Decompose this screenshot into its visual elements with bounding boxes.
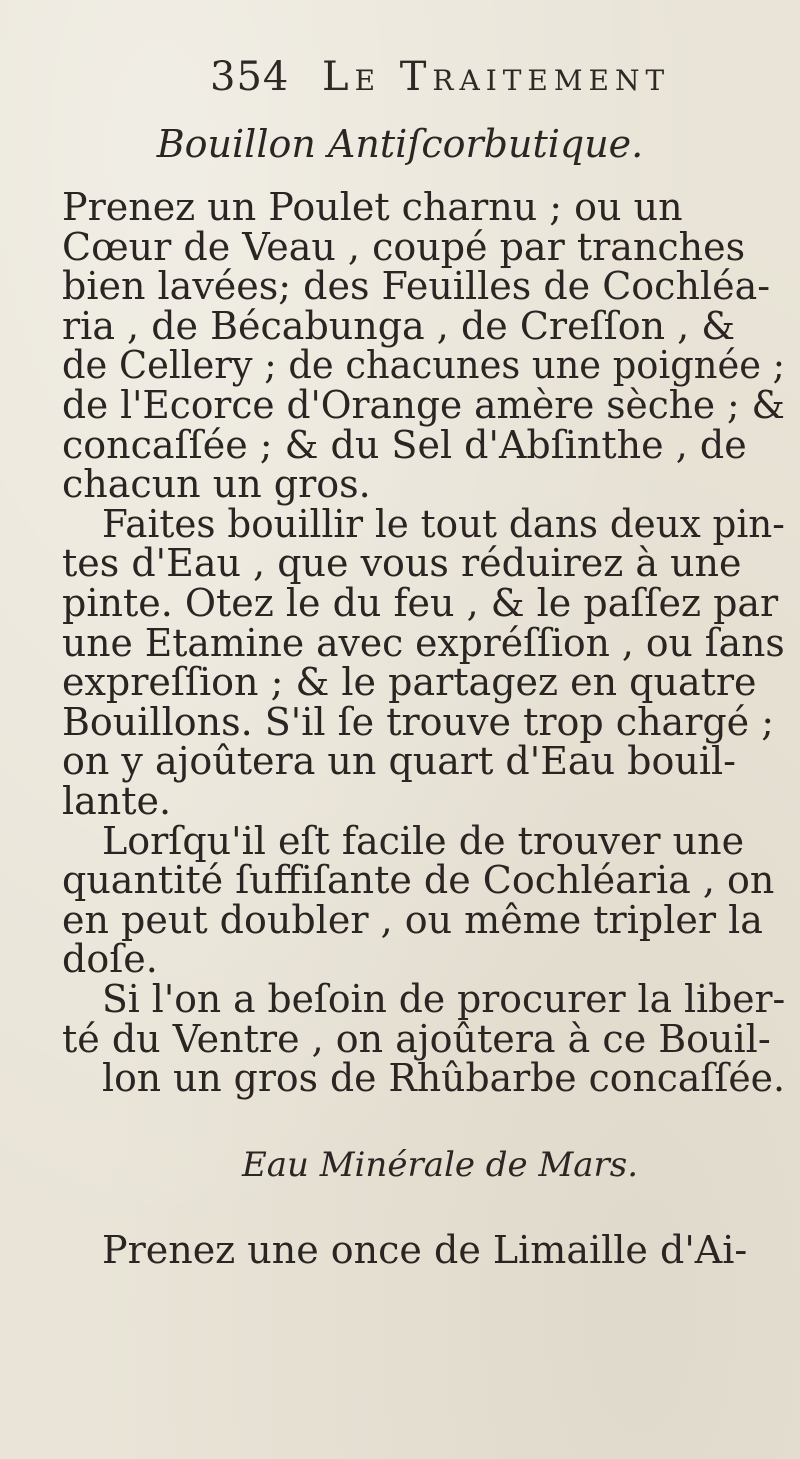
text-line: ria , de Bécabunga , de Creſſon , & xyxy=(62,303,736,348)
text-line: lante. xyxy=(62,779,172,823)
text-line: de l'Ecorce d'Orange amère sèche ; & xyxy=(62,383,785,427)
section-heading-bouillon: Bouillon Antiſcorbutique. xyxy=(156,122,644,166)
text-line: quantité ſuffiſante de Cochléaria , on xyxy=(62,858,775,903)
text-line: une Etamine avec expréſſion , ou ſans xyxy=(62,620,785,665)
text-line: de Cellery ; de chacunes une poignée ; xyxy=(62,343,786,388)
text-line: concaſſée ; & du Sel d'Abſinthe , de xyxy=(62,422,747,467)
page-header xyxy=(210,54,730,114)
running-title: Le Traitement xyxy=(322,54,671,100)
text-line: expreſſion ; & le partagez en quatre xyxy=(62,660,757,705)
text-line: Prenez une once de Limaille d'Ai- xyxy=(102,1228,748,1272)
text-line: Lorſqu'il eſt facile de trouver une xyxy=(102,818,745,863)
text-line: doſe. xyxy=(62,937,158,982)
text-line: pinte. Otez le du feu , & le paſſez par xyxy=(62,581,779,625)
text-line: lon un gros de Rhûbarbe concaſſée. xyxy=(102,1056,785,1101)
text-line: Bouillons. S'il ſe trouve trop chargé ; xyxy=(62,699,775,744)
text-line: Si l'on a beſoin de procurer la liber- xyxy=(102,977,786,1021)
text-line: bien lavées; des Feuilles de Cochléa- xyxy=(62,264,771,309)
text-line: chacun un gros. xyxy=(62,462,371,507)
text-line: Prenez un Poulet charnu ; ou un xyxy=(62,185,683,229)
text-line: Faites bouillir le tout dans deux pin- xyxy=(102,501,785,546)
section-heading-eau-minerale: Eau Minérale de Mars. xyxy=(241,1145,639,1185)
text-line: en peut doubler , ou même tripler la xyxy=(62,897,763,942)
text-line: té du Ventre , on ajoûtera à ce Bouil- xyxy=(62,1016,771,1061)
text-line: tes d'Eau , que vous réduirez à une xyxy=(62,541,742,586)
text-line: on y ajoûtera un quart d'Eau bouil- xyxy=(62,739,736,784)
text-line: Cœur de Veau , coupé par tranches xyxy=(62,224,746,269)
page-number: 354 xyxy=(210,54,290,100)
